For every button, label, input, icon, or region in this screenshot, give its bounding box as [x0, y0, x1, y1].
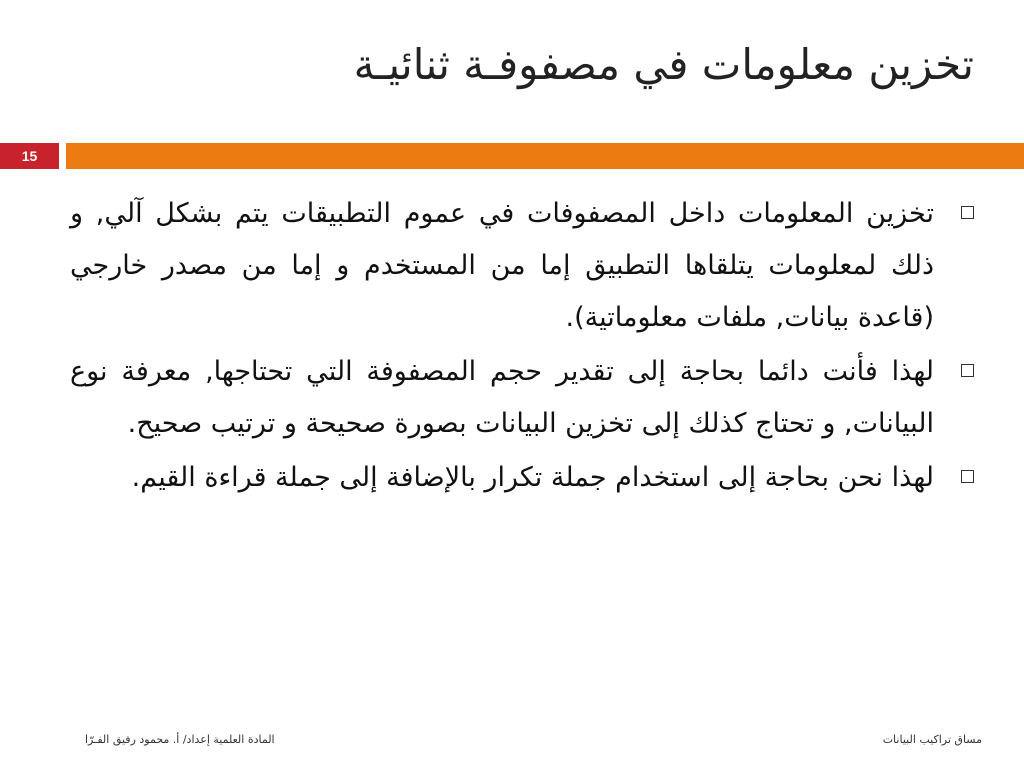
bullet-item-1: [70, 188, 974, 344]
square-bullet-icon: [961, 364, 974, 377]
bullet-text: لهذا فأنت دائما بحاجة إلى تقدير حجم المصفوفة التي تحتاجها, معرفة نوع البيانات, و تحتاج كذلك إلى تخزين البيانات بصورة صحيحة و ترتيب صحيح.: [70, 356, 934, 439]
square-bullet-icon: [961, 206, 974, 219]
footer-course: مساق تراكيب البيانات: [882, 733, 982, 746]
bullet-list: [70, 188, 974, 504]
bullet-item-2: [70, 346, 974, 450]
square-bullet-icon: [961, 470, 974, 483]
slide-number: 15: [0, 143, 59, 169]
bullet-text: تخزين المعلومات داخل المصفوفات في عموم التطبيقات يتم بشكل آلي, و ذلك لمعلومات يتلقاها التطبيق إما من المستخدم و إما من مصدر خارجي (قاعدة بيانات, ملفات معلوماتية).: [70, 198, 934, 333]
bullet-text: لهذا نحن بحاجة إلى استخدام جملة تكرار بالإضافة إلى جملة قراءة القيم.: [131, 462, 934, 493]
title-divider-bar: [66, 143, 1024, 169]
footer-author: المادة العلمية إعداد/ أ. محمود رفيق الفـرّا: [85, 733, 275, 746]
slide-content: [70, 188, 974, 506]
slide-title: تخزين معلومات في مصفوفـة ثنائيـة: [353, 40, 974, 89]
bullet-item-3: [70, 452, 974, 504]
